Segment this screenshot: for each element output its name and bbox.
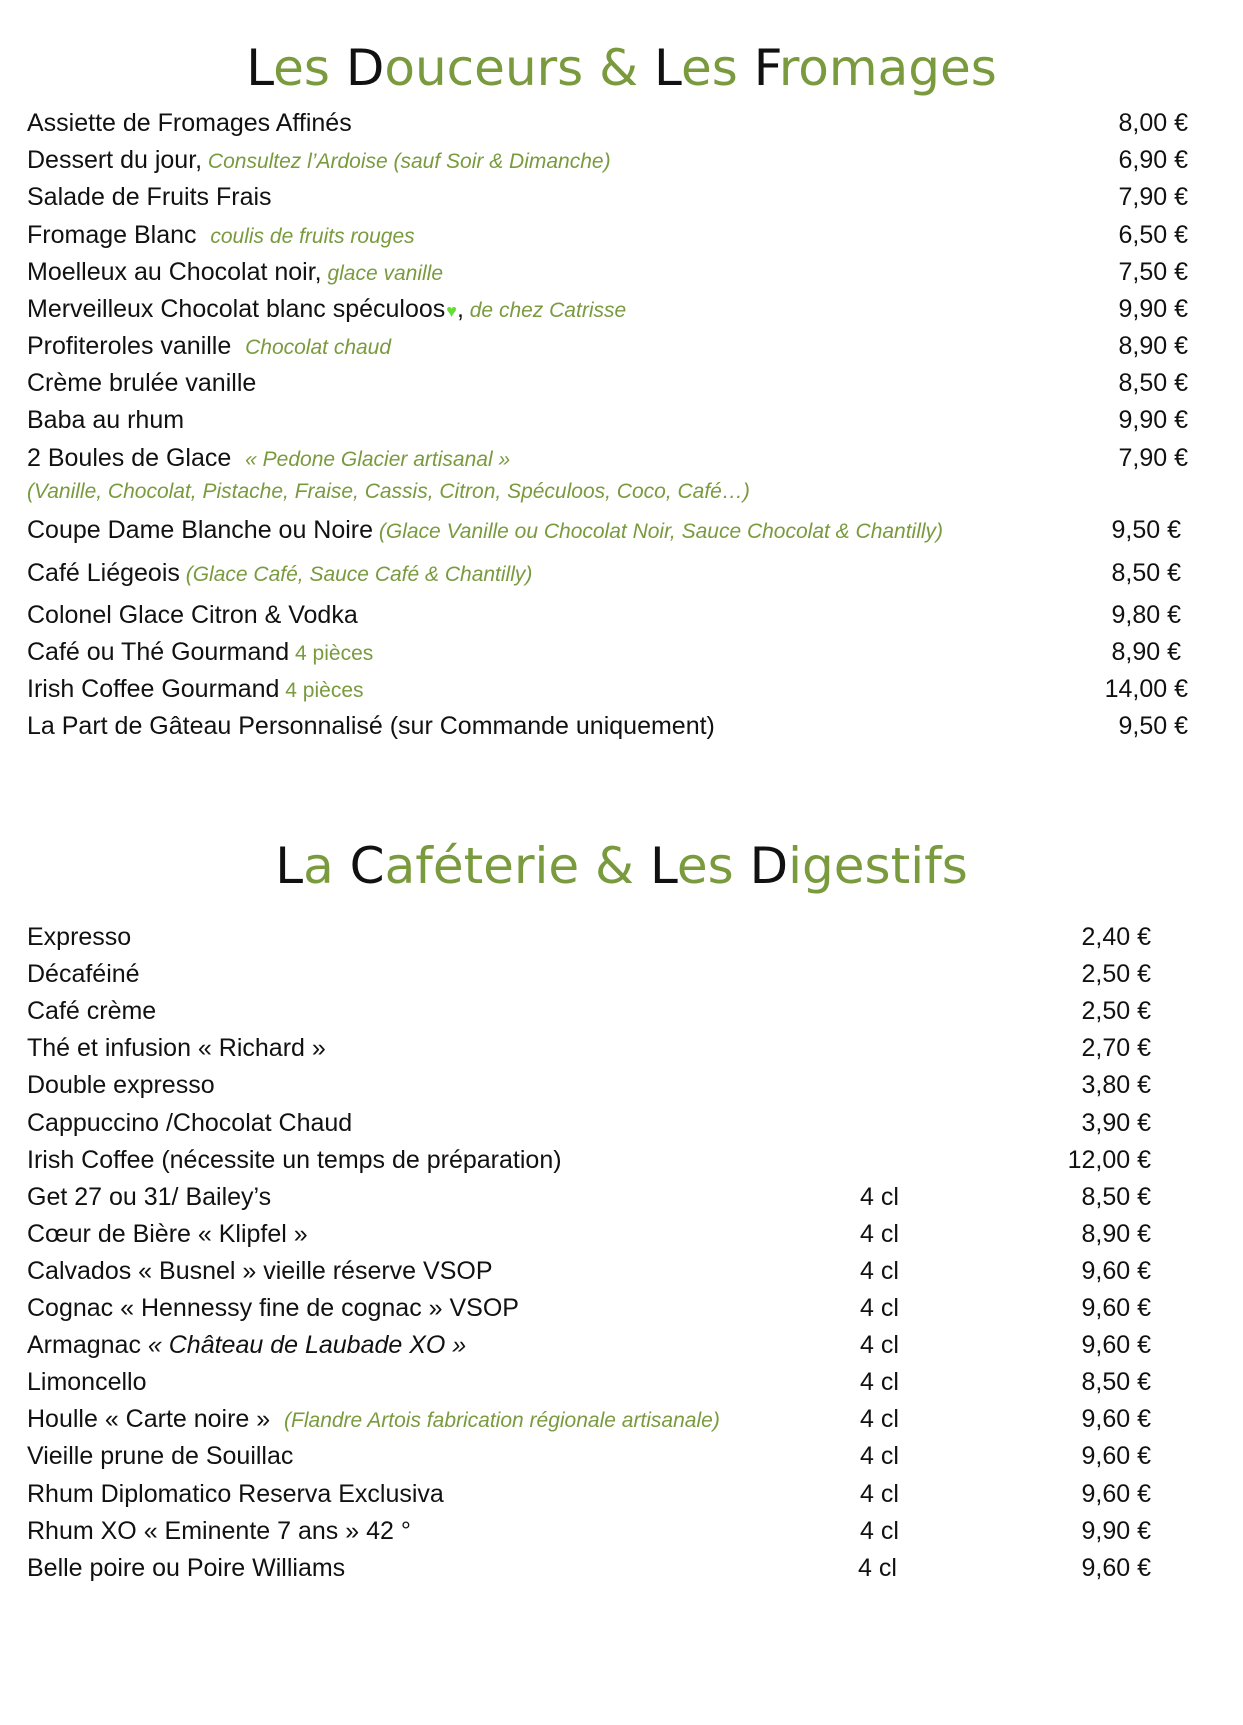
drink-item [27, 1365, 147, 1399]
drink-item [27, 1328, 466, 1362]
dessert-item [27, 106, 352, 140]
item-price: 2,40 € [1081, 923, 1151, 951]
item-note: Consultez l’Ardoise (sauf Soir & Dimanche) [202, 150, 611, 173]
item-price: 9,60 € [1081, 1405, 1151, 1433]
title-segment: C [349, 837, 385, 895]
item-price: 9,50 € [1118, 712, 1188, 740]
item-name: La Part de Gâteau Personnalisé (sur Commande uniquement) [27, 712, 715, 740]
title-segment: a [303, 837, 350, 895]
item-name: Fromage Blanc [27, 221, 197, 249]
item-name: Expresso [27, 923, 132, 951]
item-name: Irish Coffee (nécessite un temps de préparation) [27, 1146, 562, 1174]
dessert-item [27, 672, 364, 706]
drink-item [27, 1254, 493, 1288]
drink-item [27, 1439, 293, 1473]
title-segment: es [681, 39, 754, 97]
title-segment: L [275, 837, 304, 895]
item-note: (Glace Café, Sauce Café & Chantilly) [179, 563, 533, 586]
item-price: 2,50 € [1081, 997, 1151, 1025]
item-price: 9,60 € [1081, 1331, 1151, 1359]
item-price: 8,90 € [1081, 1220, 1151, 1248]
item-name: Crème brulée vanille [27, 369, 257, 397]
dessert-item [27, 366, 256, 400]
item-note: (Flandre Artois fabrication régionale artisanale) [278, 1409, 720, 1432]
title-segment: L [649, 837, 677, 895]
drink-item [27, 1031, 326, 1065]
dessert-item [27, 403, 184, 437]
title-segment: romages [778, 39, 997, 97]
item-note: Chocolat chaud [239, 336, 392, 359]
item-name: Dessert du jour, [27, 146, 203, 174]
item-price: 2,50 € [1081, 960, 1151, 988]
item-name: Limoncello [27, 1368, 147, 1396]
item-name: Café crème [27, 997, 157, 1025]
item-volume: 4 cl [860, 1183, 899, 1211]
drink-item [27, 1068, 215, 1102]
item-price: 9,60 € [1081, 1257, 1151, 1285]
item-name: Thé et infusion « Richard » [27, 1034, 326, 1062]
section-title-douceurs [0, 38, 1243, 98]
item-price: 8,50 € [1111, 559, 1181, 587]
item-name: Café Liégeois [27, 559, 180, 587]
item-price: 7,90 € [1118, 444, 1188, 472]
item-price: 8,00 € [1118, 109, 1188, 137]
drink-item [27, 994, 156, 1028]
item-name: Colonel Glace Citron & Vodka [27, 601, 358, 629]
item-name-italic: « Château de Laubade XO » [140, 1331, 467, 1359]
section-title-cafeterie [0, 836, 1243, 896]
item-volume: 4 cl [860, 1480, 899, 1508]
dessert-item [27, 556, 532, 590]
drink-item [27, 1514, 411, 1548]
item-price: 8,50 € [1081, 1368, 1151, 1396]
item-name: Décaféiné [27, 960, 140, 988]
item-price: 12,00 € [1067, 1146, 1151, 1174]
item-name: Houlle « Carte noire » [27, 1405, 271, 1433]
item-name: Get 27 ou 31/ Bailey’s [27, 1183, 272, 1211]
item-name: Rhum XO « Eminente 7 ans » 42 ° [27, 1517, 411, 1545]
item-volume: 4 cl [860, 1220, 899, 1248]
item-volume: 4 cl [860, 1405, 899, 1433]
item-pieces: 4 pièces [279, 679, 364, 702]
item-name: Vieille prune de Souillac [27, 1442, 294, 1470]
item-price: 9,60 € [1081, 1480, 1151, 1508]
dessert-item [27, 218, 415, 252]
item-price: 6,90 € [1118, 146, 1188, 174]
item-name: Irish Coffee Gourmand [27, 675, 280, 703]
dessert-item [27, 143, 611, 177]
item-price: 7,90 € [1118, 183, 1188, 211]
item-volume: 4 cl [860, 1442, 899, 1470]
item-price: 8,90 € [1118, 332, 1188, 360]
item-name: Merveilleux Chocolat blanc spéculoos [27, 295, 446, 323]
item-price: 8,50 € [1081, 1183, 1151, 1211]
drink-item [27, 1477, 444, 1511]
item-name: Cappuccino /Chocolat Chaud [27, 1109, 353, 1137]
glace-flavours: (Vanille, Chocolat, Pistache, Fraise, Cassis, Citron, Spéculoos, Coco, Café…) [27, 480, 750, 503]
title-segment: aféterie & [384, 837, 650, 895]
title-segment: ouceurs & [384, 39, 655, 97]
dessert-item [27, 292, 626, 326]
item-note: coulis de fruits rouges [204, 225, 415, 248]
item-name: Belle poire ou Poire Williams [27, 1554, 346, 1582]
item-price: 9,60 € [1081, 1442, 1151, 1470]
item-price: 9,90 € [1081, 1517, 1151, 1545]
title-segment: D [749, 837, 789, 895]
item-punct: , [456, 295, 464, 323]
item-note: « Pedone Glacier artisanal » [239, 448, 511, 471]
item-name: Café ou Thé Gourmand [27, 638, 290, 666]
item-price: 9,50 € [1111, 516, 1181, 544]
item-name: Salade de Fruits Frais [27, 183, 272, 211]
item-price: 6,50 € [1118, 221, 1188, 249]
item-volume: 4 cl [858, 1554, 897, 1582]
item-name: Assiette de Fromages Affinés [27, 109, 352, 137]
item-note: (Glace Vanille ou Chocolat Noir, Sauce Chocolat & Chantilly) [373, 520, 944, 543]
item-note: glace vanille [321, 262, 444, 285]
item-volume: 4 cl [860, 1331, 899, 1359]
item-name: Coupe Dame Blanche ou Noire [27, 516, 374, 544]
item-price: 7,50 € [1118, 258, 1188, 286]
title-segment: es [273, 39, 346, 97]
drink-item [27, 1217, 308, 1251]
drink-item [27, 1143, 562, 1177]
dessert-item [27, 709, 715, 743]
dessert-item [27, 441, 510, 475]
drink-item [27, 1291, 519, 1325]
item-name: Baba au rhum [27, 406, 185, 434]
item-price: 3,90 € [1081, 1109, 1151, 1137]
item-note: de chez Catrisse [463, 299, 627, 322]
item-price: 9,80 € [1111, 601, 1181, 629]
item-price: 2,70 € [1081, 1034, 1151, 1062]
dessert-item [27, 180, 272, 214]
item-name: Calvados « Busnel » vieille réserve VSOP [27, 1257, 493, 1285]
item-price: 9,60 € [1081, 1294, 1151, 1322]
drink-item [27, 1106, 352, 1140]
title-segment: L [654, 39, 681, 97]
item-name: Armagnac [27, 1331, 141, 1359]
item-name: 2 Boules de Glace [27, 444, 232, 472]
item-price: 9,90 € [1118, 406, 1188, 434]
item-pieces: 4 pièces [289, 642, 374, 665]
item-volume: 4 cl [860, 1294, 899, 1322]
heart-icon: ♥ [446, 301, 457, 321]
drink-item [27, 1402, 720, 1436]
item-volume: 4 cl [860, 1517, 899, 1545]
drink-item [27, 920, 131, 954]
item-price: 14,00 € [1104, 675, 1188, 703]
item-name: Moelleux au Chocolat noir, [27, 258, 322, 286]
dessert-item [27, 329, 391, 363]
dessert-item [27, 513, 943, 547]
item-volume: 4 cl [860, 1368, 899, 1396]
item-name: Rhum Diplomatico Reserva Exclusiva [27, 1480, 444, 1508]
item-price: 8,50 € [1118, 369, 1188, 397]
title-segment: es [676, 837, 750, 895]
dessert-item [27, 255, 443, 289]
item-price: 9,60 € [1081, 1554, 1151, 1582]
drink-item [27, 1180, 271, 1214]
dessert-item [27, 635, 373, 669]
item-name: Cœur de Bière « Klipfel » [27, 1220, 308, 1248]
drink-item [27, 957, 140, 991]
item-price: 9,90 € [1118, 295, 1188, 323]
item-name: Cognac « Hennessy fine de cognac » VSOP [27, 1294, 519, 1322]
dessert-item [27, 598, 358, 632]
title-segment: L [246, 39, 274, 97]
item-price: 8,90 € [1111, 638, 1181, 666]
item-price: 3,80 € [1081, 1071, 1151, 1099]
title-segment: igestifs [788, 837, 968, 895]
drink-item [27, 1551, 345, 1585]
item-name: Profiteroles vanille [27, 332, 232, 360]
item-volume: 4 cl [860, 1257, 899, 1285]
title-segment: F [753, 39, 779, 97]
title-segment: D [345, 39, 385, 97]
item-name: Double expresso [27, 1071, 215, 1099]
